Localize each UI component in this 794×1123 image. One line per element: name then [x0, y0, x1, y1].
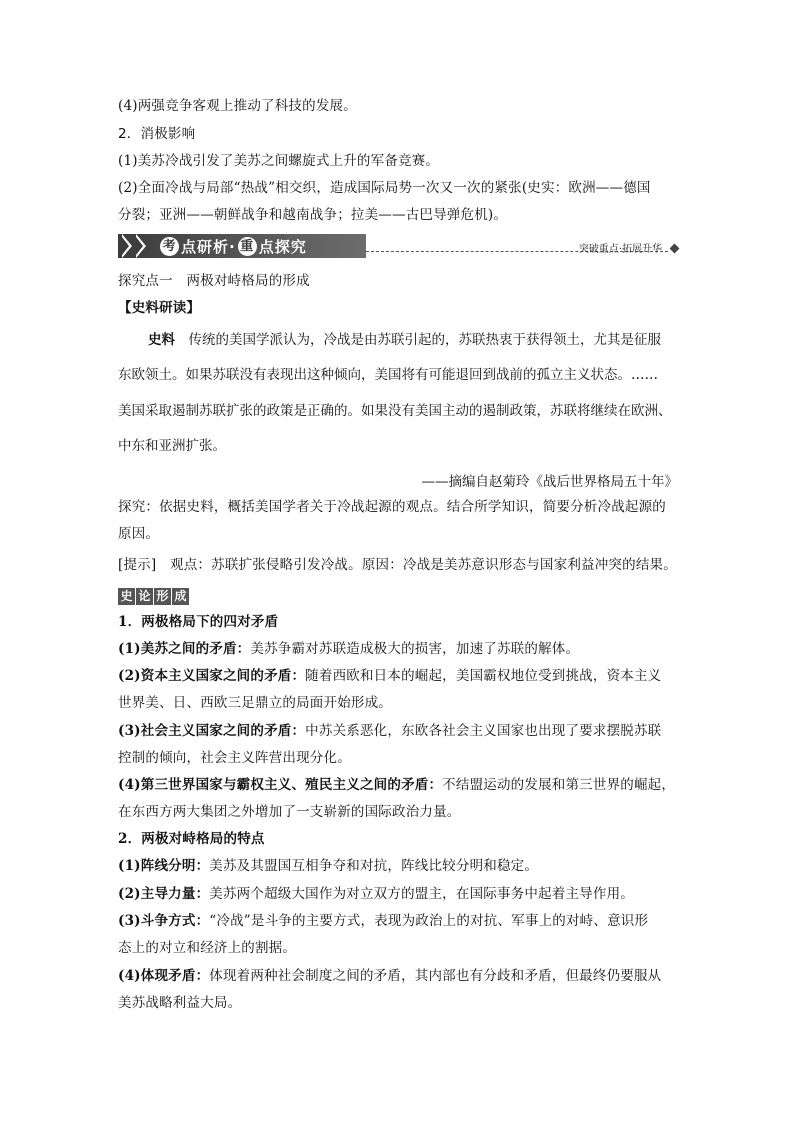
source-line-1 — [148, 330, 661, 350]
conflict-3 — [118, 721, 661, 741]
feature-1-text: 美苏及其盟国互相争夺和对抗，阵线比较分明和稳定。 — [209, 858, 539, 874]
conflict-4 — [118, 775, 675, 795]
feature-4-lead: (4)体现矛盾： — [118, 968, 210, 984]
feature-3-lead: (3)斗争方式： — [118, 913, 210, 929]
source-attribution: ——摘编自赵菊玲《战后世界格局五十年》 — [421, 474, 678, 490]
conflict-4-cont: 在东西方两大集团之外增加了一支崭新的国际政治力量。 — [118, 804, 461, 820]
conflict-1-lead: (1)美苏之间的矛盾： — [118, 641, 251, 657]
features-heading: 2．两极对峙格局的特点 — [118, 831, 265, 847]
chevron-inner — [122, 237, 129, 255]
conflict-1 — [118, 639, 579, 659]
tag-char: 史 — [118, 588, 135, 605]
conflict-2-cont: 世界美、日、西欧三足鼎立的局面开始形成。 — [118, 695, 392, 711]
source-text-1: 传统的美国学派认为，冷战是由苏联引起的，苏联热衷于获得领土，尤其是征服 — [175, 332, 661, 348]
hint-line: [提示] 观点：苏联扩张侵略引发冷战。原因：冷战是美苏意识形态与国家利益冲突的结果。 — [118, 557, 677, 573]
chevron-inner — [136, 237, 143, 255]
conflict-2-lead: (2)资本主义国家之间的矛盾： — [118, 668, 306, 684]
negative-item-2-line-2: 分裂；亚洲——朝鲜战争和越南战争；拉美——古巴导弹危机)。 — [118, 207, 508, 223]
conflict-2 — [118, 666, 661, 686]
banner-subtitle: 突破重点·拓展升华 — [578, 244, 662, 255]
feature-2-text: 美苏两个超级大国作为对立双方的盟主，在国际事务中起着主导作用。 — [209, 886, 634, 902]
source-label: 史料 — [148, 332, 175, 348]
question-line-1: 探究：依据史料，概括美国学者关于冷战起源的观点。结合所学知识，简要分析冷战起源的 — [118, 499, 666, 515]
question-line-2: 原因。 — [118, 526, 160, 542]
tag-char: 成 — [172, 588, 189, 605]
feature-1-lead: (1)阵线分明： — [118, 858, 210, 874]
conflict-1-text: 美苏争霸对苏联造成极大的损害，加速了苏联的解体。 — [250, 641, 580, 657]
feature-3 — [118, 911, 648, 931]
feature-3-text: “冷战”是斗争的主要方式，表现为政治上的对抗、军事上的对峙、意识形 — [209, 913, 649, 929]
negative-impact-heading: 2．消极影响 — [118, 126, 196, 142]
conflict-3-lead: (3)社会主义国家之间的矛盾： — [118, 723, 306, 739]
banner-char-2: 重 — [238, 237, 257, 256]
diamond-icon — [670, 244, 680, 254]
negative-item-2-line-1: (2)全面冷战与局部“热战”相交织，造成国际局势一次又一次的紧张(史实：欧洲——德国 — [118, 180, 651, 196]
source-line-3: 美国采取遏制苏联扩张的政策是正确的。如果没有美国主动的遏制政策，苏联将继续在欧洲、 — [118, 403, 672, 419]
section-banner — [118, 234, 680, 258]
feature-3-cont: 态上的对立和经济上的割据。 — [118, 940, 297, 956]
banner-char-1: 考 — [160, 237, 179, 256]
reading-heading: 【史料研读】 — [118, 300, 201, 316]
tag-char: 论 — [136, 588, 153, 605]
banner-text-2: 点探究 — [258, 238, 307, 256]
conflict-3-text: 中苏关系恶化，东欧各社会主义国家也出现了要求摆脱苏联 — [305, 723, 662, 739]
feature-4 — [118, 966, 661, 986]
conflict-2-text: 随着西欧和日本的崛起，美国霸权地位受到挑战，资本主义 — [305, 668, 662, 684]
feature-4-text: 体现着两种社会制度之间的矛盾，其内部也有分歧和矛盾，但最终仍要服从 — [209, 968, 662, 984]
conflicts-heading: 1．两极格局下的四对矛盾 — [118, 614, 279, 630]
banner-text-1: 点研析· — [181, 238, 236, 256]
section-tag — [118, 588, 189, 605]
feature-4-cont: 美苏战略利益大局。 — [118, 995, 242, 1011]
conflict-4-lead: (4)第三世界国家与霸权主义、殖民主义之间的矛盾： — [118, 777, 443, 793]
feature-2 — [118, 884, 634, 904]
banner-title — [160, 236, 307, 257]
intro-item-4: (4)两强竞争客观上推动了科技的发展。 — [118, 98, 357, 114]
conflict-3-cont: 控制的倾向，社会主义阵营出现分化。 — [118, 750, 351, 766]
explore-title: 探究点一 两极对峙格局的形成 — [118, 273, 310, 289]
tag-char: 形 — [154, 588, 171, 605]
conflict-4-text: 不结盟运动的发展和第三世界的崛起， — [442, 777, 676, 793]
feature-2-lead: (2)主导力量： — [118, 886, 210, 902]
negative-item-1: (1)美苏冷战引发了美苏之间螺旋式上升的军备竞赛。 — [118, 153, 440, 169]
source-line-2: 东欧领土。如果苏联没有表现出这种倾向，美国将有可能退回到战前的孤立主义状态。…… — [118, 367, 658, 383]
feature-1 — [118, 856, 538, 876]
source-line-4: 中东和亚洲扩张。 — [118, 438, 226, 454]
